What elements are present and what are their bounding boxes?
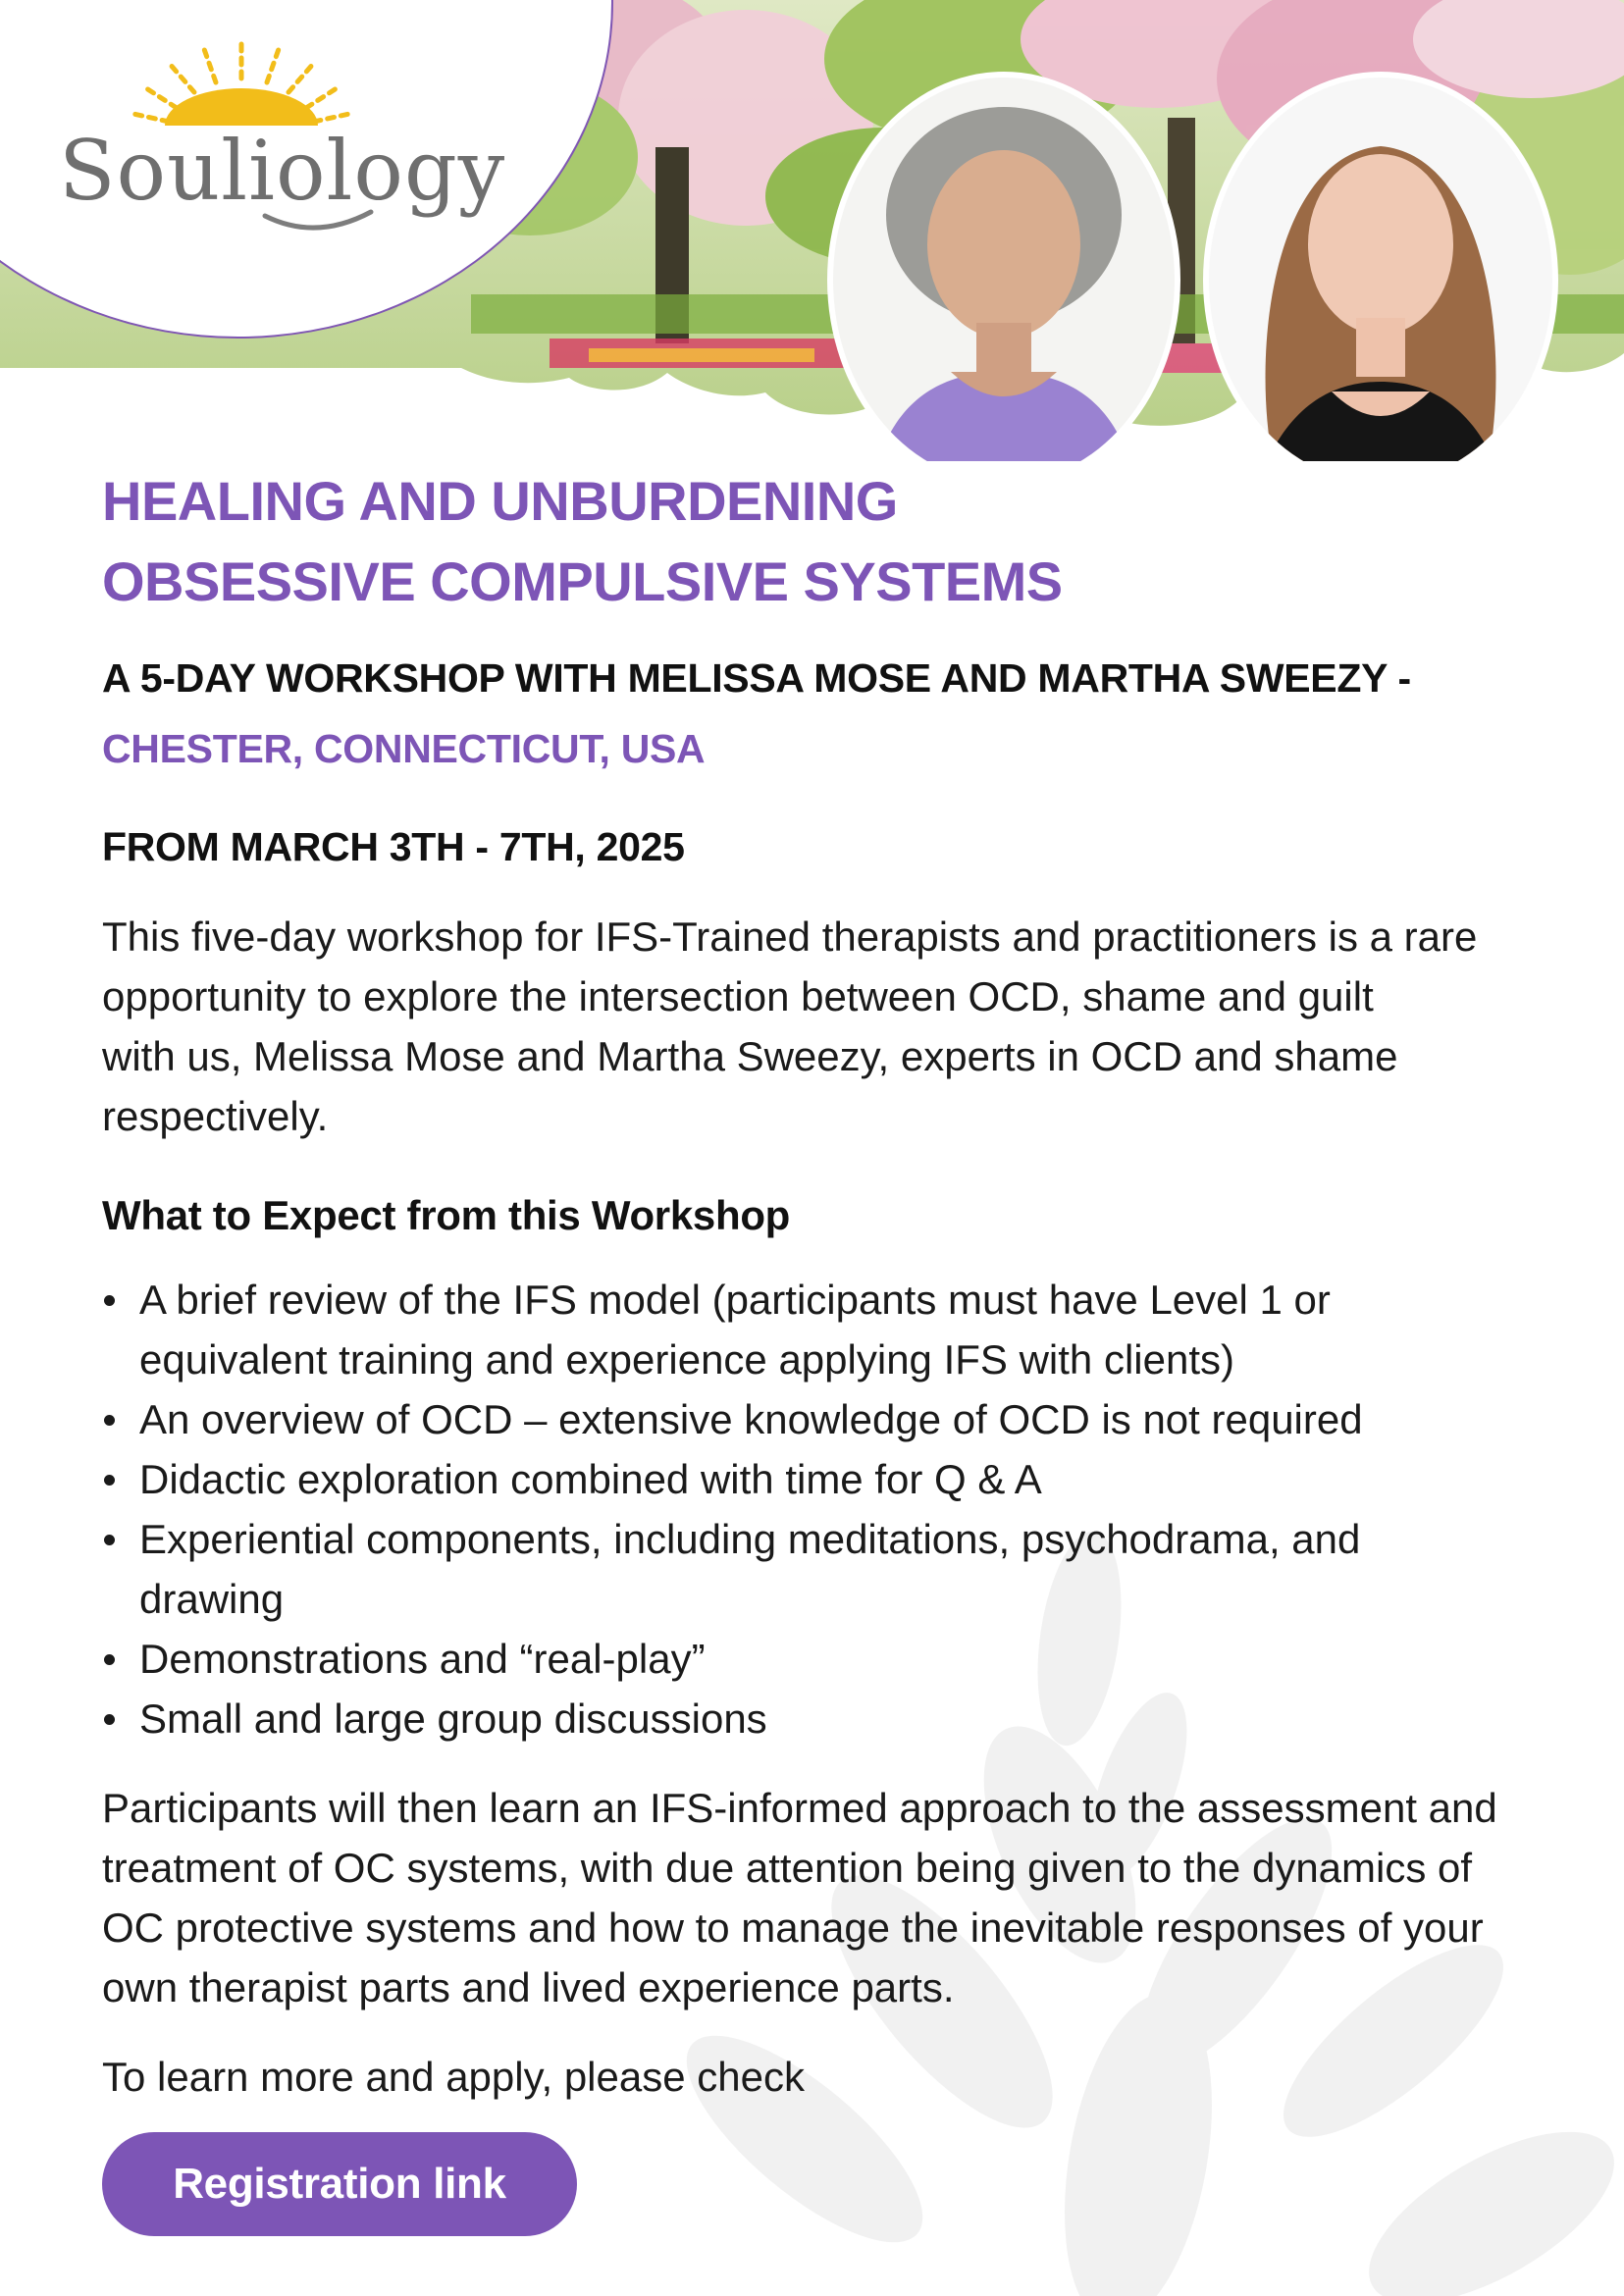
registration-link-button[interactable]: Registration link [102,2132,577,2236]
list-item [102,1689,1554,1748]
list-item [102,1629,1554,1689]
bullet-icon [104,1415,115,1426]
bullet-icon [104,1654,115,1665]
cta-text: To learn more and apply, please check [102,2054,805,2100]
intro-paragraph [102,907,1554,1146]
list-item-text: equivalent training and experience applying IFS with clients) [139,1336,1234,1383]
workshop-flyer-content [102,461,1554,2236]
list-item [102,1270,1554,1389]
list-item-text: Small and large group discussions [139,1696,767,1742]
approach-paragraph [102,1778,1554,2017]
workshop-location: CHESTER, CONNECTICUT, USA [102,726,706,771]
workshop-subtitle: A 5-DAY WORKSHOP WITH MELISSA MOSE AND MARTHA SWEEZY - [102,655,1411,701]
list-item [102,1449,1554,1509]
list-item-text: drawing [139,1576,285,1622]
brand-wordmark: Souliology [59,123,506,219]
list-item-text: An overview of OCD – extensive knowledge of OCD is not required [139,1396,1363,1442]
intro-line: opportunity to explore the intersection between OCD, shame and guilt [102,973,1374,1019]
expectations-heading: What to Expect from this Workshop [102,1192,791,1238]
intro-line: with us, Melissa Mose and Martha Sweezy, experts in OCD and shame [102,1033,1398,1079]
expectations-list [102,1270,1554,1748]
list-item-text: A brief review of the IFS model (participants must have Level 1 or [139,1277,1331,1323]
list-item-text: Demonstrations and “real-play” [139,1636,706,1682]
list-item [102,1509,1554,1629]
souliology-logo [59,39,506,245]
approach-line: own therapist parts and lived experience parts. [102,1964,955,2010]
intro-line: This five-day workshop for IFS-Trained therapists and practitioners is a rare [102,913,1478,960]
approach-line: OC protective systems and how to manage the inevitable responses of your [102,1905,1484,1951]
title-line-2: OBSESSIVE COMPULSIVE SYSTEMS [102,550,1063,612]
list-item-text: Experiential components, including meditations, psychodrama, and [139,1516,1361,1562]
page-title [102,461,1554,622]
bullet-icon [104,1295,115,1306]
list-item [102,1389,1554,1449]
workshop-dates: FROM MARCH 3TH - 7TH, 2025 [102,824,685,869]
bullet-icon [104,1535,115,1545]
approach-line: Participants will then learn an IFS-informed approach to the assessment and [102,1785,1497,1831]
approach-line: treatment of OC systems, with due attention being given to the dynamics of [102,1845,1473,1891]
list-item-text: Didactic exploration combined with time for Q & A [139,1456,1042,1502]
intro-line: respectively. [102,1093,329,1139]
hero-banner [0,0,1624,461]
bullet-icon [104,1475,115,1486]
bullet-icon [104,1714,115,1725]
title-line-1: HEALING AND UNBURDENING [102,470,898,532]
